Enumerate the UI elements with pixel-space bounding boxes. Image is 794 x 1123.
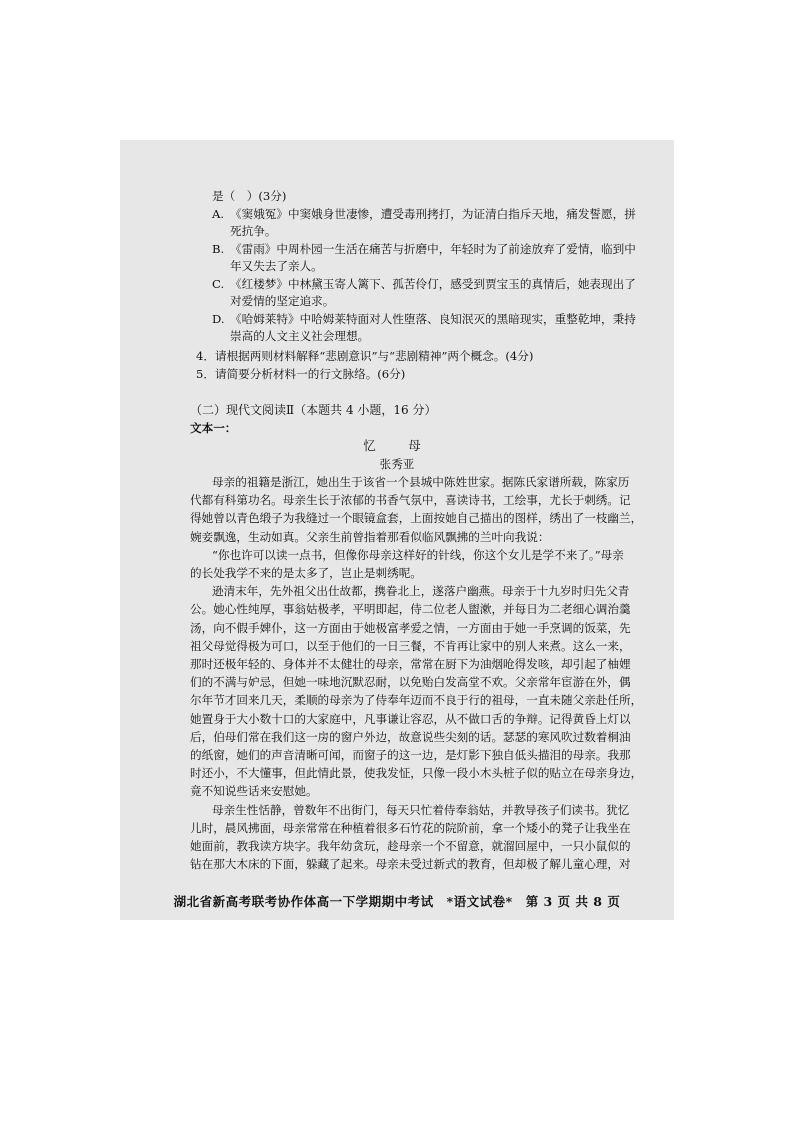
option-text: 《窦娥冤》中窦娥身世凄惨，遭受毒刑拷打，为证清白指斥天地，痛发誓愿，拼 <box>230 207 636 221</box>
paragraph-line: 的纸窗，她们的声音清晰可闻，而窗子的这一边，是灯影下独自低头描泪的母亲。我那 <box>190 748 631 762</box>
paragraph-line: 代都有科第功名。母亲生长于浓郁的书香气氛中，喜读诗书，工绘事，尤长于刺绣。记 <box>190 493 631 508</box>
paragraph-line: 汤，向不假手婢仆，这一方面由于她极富孝爱之情，一方面由于她一手烹调的饭菜，先 <box>190 620 631 635</box>
option-line <box>212 206 636 222</box>
paragraph-line: 母亲生性恬静，曾数年不出街门，每天只忙着侍奉翁姑，并教导孩子们读书。犹忆 <box>212 802 630 817</box>
paragraph-line: 她面前，教我读方块字。我年幼贪玩，趁母亲一个不留意，就溜回屋中，一只小鼠似的 <box>190 839 631 853</box>
option-text: 《哈姆莱特》中哈姆莱特面对人性堕落、良知泯灭的黑暗现实，重整乾坤，秉持 <box>230 312 636 326</box>
option-text: 死抗争。 <box>230 224 277 238</box>
paragraph-line: 母亲的祖籍是浙江，她出生于该省一个县城中陈姓世家。据陈氏家谱所载，陈家历 <box>212 475 630 489</box>
paragraph-line: 尔年节才回来几天，柔顺的母亲为了侍奉年迈而不良于行的祖母，一直未随父亲赴任所， <box>190 693 643 708</box>
paragraph-line: 逊清末年，先外祖父出仕故都，携眷北上，遂落户幽燕。母亲于十九岁时归先父青 <box>212 584 630 599</box>
option-letter: D. <box>212 312 225 326</box>
paragraph-line: 钻在那大木床的下面，躲藏了起来。母亲未受过新式的教育，但却极了解儿童心理，对 <box>190 857 631 872</box>
option-text: 对爱情的坚定追求。 <box>230 294 335 308</box>
option-text: 崇高的人文主义社会理想。 <box>230 329 370 343</box>
paragraph-line: 祖父母觉得极为可口，以至于他们的一日三餐，不肯再让家中的别人来煮。这么一来， <box>190 638 631 653</box>
paragraph-line: 时还小，不大懂事，但此情此景，使我发怔，只像一段小木头桩子似的贴立在母亲身边， <box>190 766 643 781</box>
option-letter: B. <box>212 242 225 256</box>
paragraph-line: 得她曾以青色缎子为我缝过一个眼镜盒套，上面按她自己描出的图样，绣出了一枝幽兰， <box>190 511 643 526</box>
option-line <box>212 276 636 292</box>
text-label: 文本一： <box>190 421 237 435</box>
option-line <box>230 223 276 239</box>
essay-author: 张秀亚 <box>379 457 415 471</box>
paragraph-line: 的长处我学不来的是太多了，岂止是刺绣呢。 <box>190 566 422 580</box>
option-line <box>212 311 636 327</box>
paragraph-line: 那时还极年轻的、身体并不太健壮的母亲，常常在厨下为油烟呛得发咳，却引起了柚娌 <box>190 657 631 671</box>
question-3-tail: 是（ ）(3分) <box>212 189 287 203</box>
paragraph-line: 她置身于大小数十口的大家庭中，凡事谦让容忍，从不做口舌的争辩。记得黄昏上灯以 <box>190 711 631 726</box>
section-heading: （二）现代文阅读Ⅱ（本题共 4 小题，16 分） <box>190 403 437 417</box>
paragraph-line: 竟不知说些话来安慰她。 <box>190 784 318 799</box>
paragraph-line: 后，伯母们常在我们这一房的窗户外边，故意说些尖刻的话。瑟瑟的寒风吹过数着桐油 <box>190 729 631 744</box>
paragraph-line: “你也许可以读一点书，但像你母亲这样好的针线，你这个女儿是学不来了。”母亲 <box>212 547 624 562</box>
paragraph-line: 们的不满与妒忌，但她一味地沉默忍耐，以免贻白发高堂不欢。父亲常年宦游在外，偶 <box>190 675 631 690</box>
paragraph-line: 儿时，晨风拂面，母亲常常在种植着很多石竹花的院阶前，拿一个矮小的凳子让我坐在 <box>190 820 631 835</box>
option-line <box>230 293 334 309</box>
paragraph-line: 公。她心性纯厚，事翁姑极孝，平明即起，侍二位老人盥漱，并每日为二老细心调治羹 <box>190 602 631 617</box>
option-line <box>230 258 323 274</box>
essay-title: 忆 母 <box>363 438 431 453</box>
question-4: 4．请根据两则材料解释“悲剧意识”与“悲剧精神”两个概念。(4分) <box>196 349 534 363</box>
option-line <box>230 328 369 344</box>
option-text: 《红楼梦》中林黛玉寄人篱下、孤苦伶仃，感受到贾宝玉的真情后，她表现出了 <box>230 277 636 291</box>
scanned-page <box>120 140 674 920</box>
option-text: 《雷雨》中周朴园一生活在痛苦与折磨中，年轻时为了前途放弃了爱情，临到中 <box>230 242 636 256</box>
page-footer: 湖北省新高考联考协作体高一下学期期中考试 *语文试卷* 第 3 页 共 8 页 <box>173 894 621 909</box>
option-letter: C. <box>212 277 225 291</box>
paragraph-line: 婉妾飘逸，生动如真。父亲生前曾指着那看似临风飘拂的兰叶向我说： <box>190 529 550 544</box>
option-line <box>212 241 636 257</box>
question-5: 5．请简要分析材料一的行文脉络。(6分) <box>196 367 406 381</box>
option-letter: A. <box>212 207 225 221</box>
option-text: 年又失去了亲人。 <box>230 259 323 273</box>
